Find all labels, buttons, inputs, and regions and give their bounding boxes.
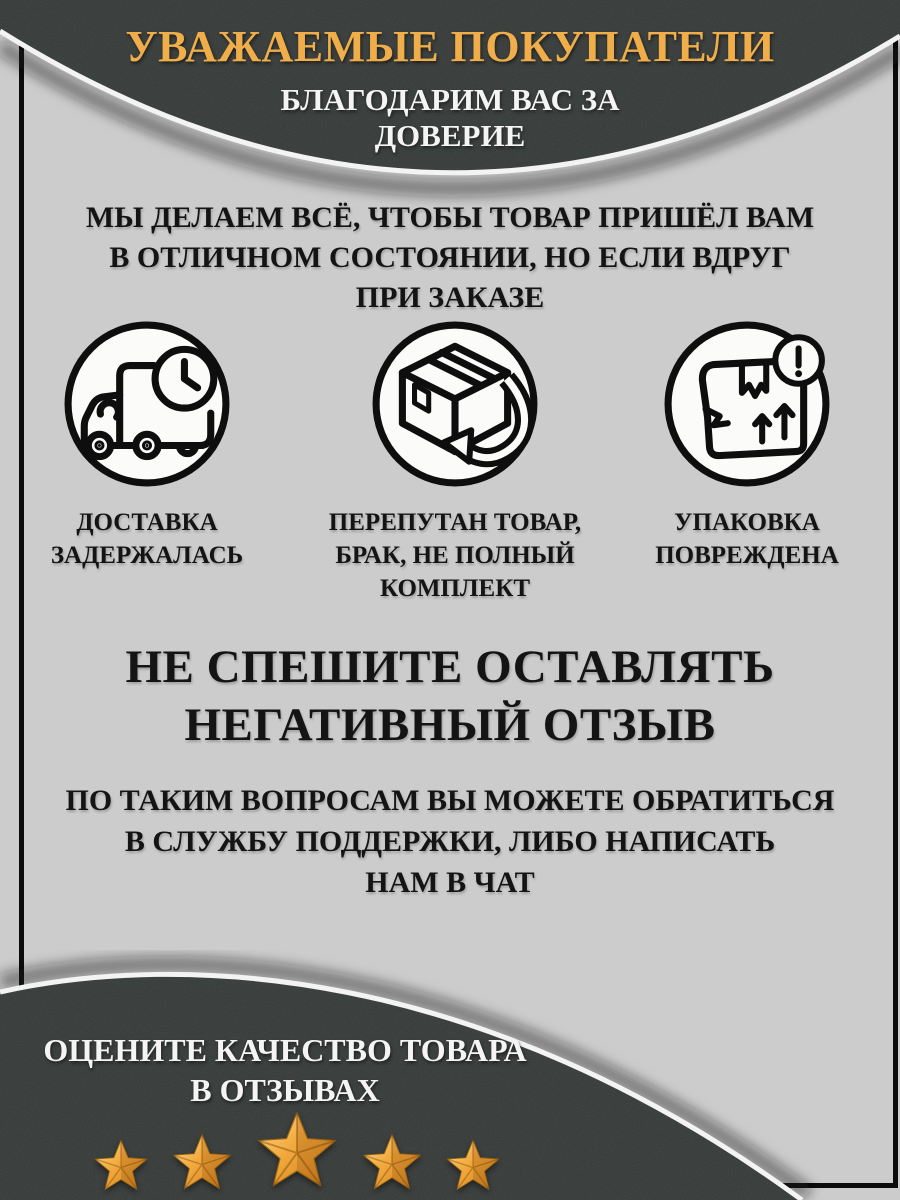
issue-label	[22, 506, 272, 572]
warning-headline	[0, 638, 900, 754]
issue-wrong-item	[318, 318, 592, 605]
intro-line-2: В ОТЛИЧНОМ СОСТОЯНИИ, НО ЕСЛИ ВДРУГ	[109, 241, 791, 274]
issue-damaged-package	[622, 318, 872, 572]
header-title: УВАЖАЕМЫЕ ПОКУПАТЕЛИ	[125, 22, 775, 71]
star-icon	[254, 1108, 340, 1198]
header	[0, 20, 900, 154]
issue-label-line: КОМПЛЕКТ	[379, 575, 531, 602]
intro-paragraph	[0, 198, 900, 318]
warning-line-2: НЕГАТИВНЫЙ ОТЗЫВ	[184, 699, 716, 751]
star-icon	[444, 1137, 502, 1198]
intro-line-1: МЫ ДЕЛАЕМ ВСЁ, ЧТОБЫ ТОВАР ПРИШЁЛ ВАМ	[85, 201, 815, 234]
issue-label-line: ЗАДЕРЖАЛАСЬ	[50, 542, 244, 569]
support-line-3: НАМ В ЧАТ	[365, 866, 535, 899]
issue-label-line: ПЕРЕПУТАН ТОВАР,	[328, 509, 582, 536]
damaged-package-icon	[661, 318, 833, 490]
header-subtitle-line1: БЛАГОДАРИМ ВАС ЗА	[280, 82, 620, 117]
star-icon	[92, 1137, 150, 1198]
issue-label-line: БРАК, НЕ ПОЛНЫЙ	[335, 542, 575, 569]
issue-delivery-delayed	[22, 318, 272, 572]
footer-line-2: В ОТЗЫВАХ	[190, 1072, 380, 1108]
stars-row	[92, 1098, 502, 1198]
issue-label	[318, 506, 592, 605]
support-line-2: В СЛУЖБУ ПОДДЕРЖКИ, ЛИБО НАПИСАТЬ	[124, 825, 776, 858]
issue-label-line: ПОВРЕЖДЕНА	[655, 542, 839, 569]
support-line-1: ПО ТАКИМ ВОПРОСАМ ВЫ МОЖЕТЕ ОБРАТИТЬСЯ	[65, 784, 835, 817]
support-paragraph	[0, 780, 900, 903]
intro-line-3: ПРИ ЗАКАЗЕ	[355, 281, 545, 314]
issue-label-line: ДОСТАВКА	[76, 509, 218, 536]
delivery-delayed-icon	[61, 318, 233, 490]
issues-row	[0, 318, 900, 618]
header-subtitle-line2: ДОВЕРИЕ	[374, 118, 526, 153]
footer-line-1: ОЦЕНИТЕ КАЧЕСТВО ТОВАРА	[43, 1032, 527, 1068]
star-icon	[170, 1131, 234, 1198]
star-icon	[360, 1131, 424, 1198]
warning-line-1: НЕ СПЕШИТЕ ОСТАВЛЯТЬ	[125, 641, 775, 693]
wrong-item-return-icon	[369, 318, 541, 490]
issue-label-line: УПАКОВКА	[674, 509, 820, 536]
issue-label	[622, 506, 872, 572]
